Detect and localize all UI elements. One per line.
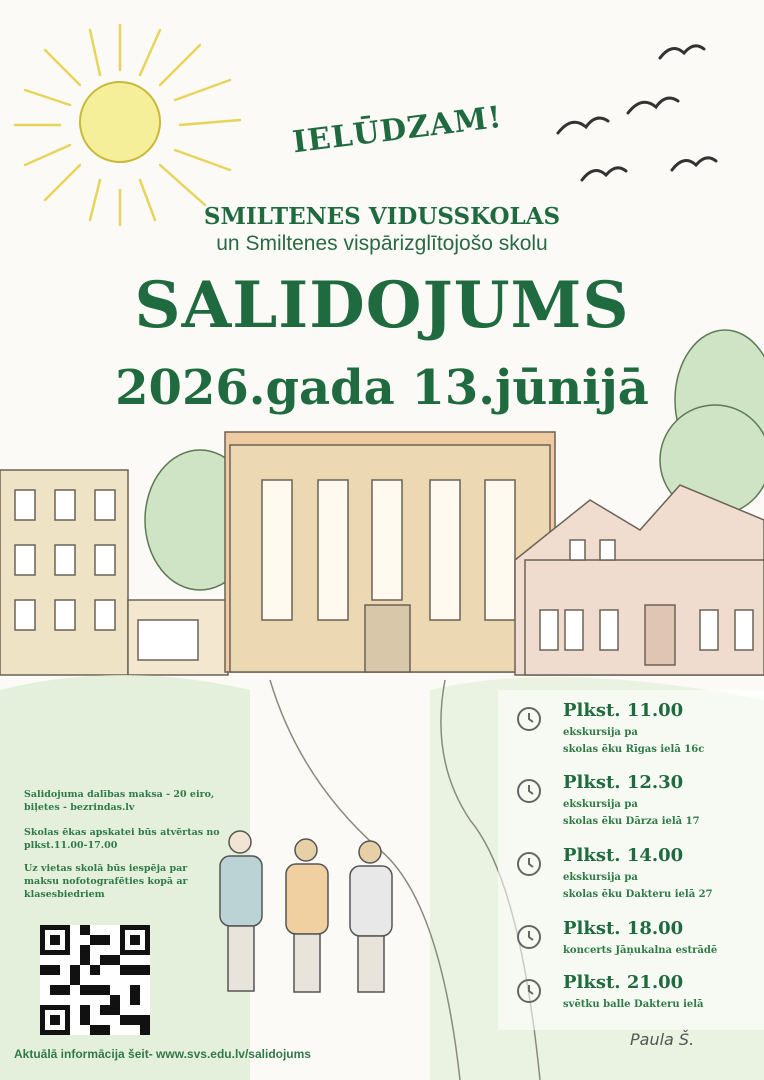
invite-heading: IELŪDZAM! [290, 99, 505, 161]
info-price: Salidojuma dalības maksa - 20 eiro, biļetes - bezrindas.lv [24, 789, 215, 813]
birds-icon [558, 46, 716, 180]
schedule-desc: koncerts Jāņukalna estrādē [563, 945, 718, 956]
school-name: SMILTENES VIDUSSKOLAS [203, 203, 561, 230]
clock-icon [516, 706, 542, 732]
schedule-desc: ekskursija pa skolas ēku Rīgas ielā 16c [563, 727, 705, 755]
clock-icon [516, 851, 542, 877]
footer-info-link[interactable]: Aktuālā informācija šeit- www.svs.edu.lv/salidojums [14, 1047, 311, 1061]
qr-code-icon[interactable] [40, 925, 150, 1035]
schedule-time: Plkst. 21.00 [563, 972, 684, 993]
schedule-time: Plkst. 12.30 [563, 772, 684, 793]
sun-icon [15, 25, 240, 225]
artist-signature: Paula Š. [630, 1030, 695, 1049]
schedule-time: Plkst. 18.00 [563, 918, 684, 939]
schedule-time: Plkst. 11.00 [563, 700, 684, 721]
schedule-desc: svētku balle Dakteru ielā [563, 999, 704, 1010]
schedule-time: Plkst. 14.00 [563, 845, 684, 866]
schedule-desc: ekskursija pa skolas ēku Dārza ielā 17 [563, 799, 700, 827]
event-date: 2026.gada 13.jūnijā [115, 360, 649, 416]
school-subtitle: un Smiltenes vispārizglītojošo skolu [216, 232, 548, 255]
schedule-desc: ekskursija pa skolas ēku Dakteru ielā 27 [563, 872, 713, 900]
info-photo: Uz vietas skolā būs iespēja par maksu nofotografēties kopā ar klasesbiedriem [24, 863, 188, 900]
clock-icon [516, 778, 542, 804]
clock-icon [516, 978, 542, 1004]
clock-icon [516, 924, 542, 950]
main-building-icon [225, 432, 555, 672]
info-hours: Skolas ēkas apskatei būs atvērtas no plkst.11.00-17.00 [24, 827, 220, 851]
event-title: SALIDOJUMS [134, 268, 630, 343]
